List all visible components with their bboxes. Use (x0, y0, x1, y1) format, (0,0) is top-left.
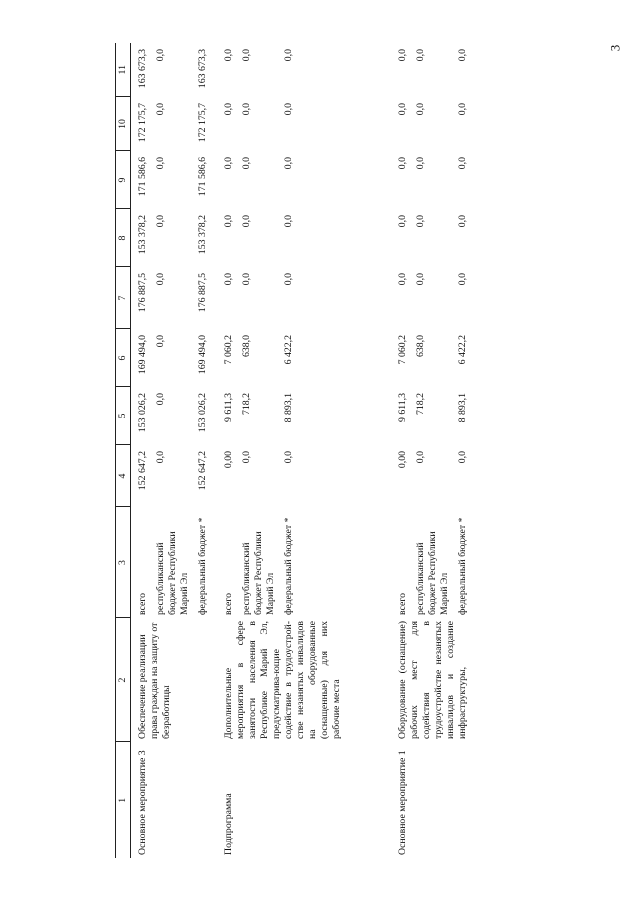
table-cell: 8 893,1 (457, 393, 468, 423)
table-cell: 0,0 (457, 273, 468, 286)
table-cell: 0,0 (241, 273, 252, 286)
table-cell: 171 586,6 (137, 157, 148, 197)
table-cell: 0,0 (397, 157, 408, 170)
funding-source: всего (397, 592, 408, 615)
table-cell: 0,0 (415, 103, 426, 116)
table-cell: 0,0 (283, 215, 294, 228)
row-program-name: Основное мероприятие 3 (137, 750, 148, 855)
table-cell: 163 673,3 (137, 49, 148, 89)
funding-source: всего (137, 592, 148, 615)
col-header-8: 8 (116, 209, 131, 267)
col-header-9: 9 (116, 151, 131, 209)
table-cell: 6 422,2 (457, 335, 468, 365)
col-header-5: 5 (116, 387, 131, 445)
rotated-table-container (115, 43, 639, 858)
table-cell: 0,0 (241, 215, 252, 228)
row-program-name: Подпрограмма (223, 793, 234, 855)
table-cell: 0,0 (155, 49, 166, 62)
table-cell: 0,0 (241, 103, 252, 116)
table-cell: 163 673,3 (197, 49, 208, 89)
row-program-description: Оборудование (оснащение) рабочих мест для содействия в трудоустройстве незанятых инвалидов и создание инфраструктуры, (397, 621, 468, 739)
table-cell: 153 026,2 (137, 393, 148, 433)
col-header-11: 11 (116, 43, 131, 97)
table-cell: 169 494,0 (137, 335, 148, 375)
table-cell: 0,00 (397, 451, 408, 469)
table-cell: 0,0 (155, 273, 166, 286)
table-cell: 176 887,5 (137, 273, 148, 313)
table-cell: 0,00 (223, 451, 234, 469)
table-cell: 0,0 (283, 49, 294, 62)
table-cell: 0,0 (457, 215, 468, 228)
table-cell: 0,0 (223, 273, 234, 286)
col-header-4: 4 (116, 445, 131, 507)
table-cell: 0,0 (155, 451, 166, 464)
table-cell: 9 611,3 (397, 393, 408, 423)
col-header-10: 10 (116, 97, 131, 151)
table-cell: 0,0 (155, 215, 166, 228)
funding-source: республиканский бюджет Республики Марий Эл (241, 531, 276, 615)
table-cell: 0,0 (397, 273, 408, 286)
col-header-2: 2 (116, 618, 131, 742)
col-header-7: 7 (116, 267, 131, 329)
funding-source: федеральный бюджет * (457, 517, 468, 615)
table-cell: 0,0 (155, 103, 166, 116)
table-cell: 0,0 (457, 103, 468, 116)
table-cell: 9 611,3 (223, 393, 234, 423)
funding-source: федеральный бюджет * (283, 517, 294, 615)
funding-source: республиканский бюджет Республики Марий Эл (155, 531, 190, 615)
table-cell: 0,0 (241, 451, 252, 464)
table-cell: 0,0 (223, 215, 234, 228)
table-cell: 152 647,2 (137, 451, 148, 491)
table-cell: 0,0 (415, 49, 426, 62)
table-cell: 0,0 (283, 451, 294, 464)
table-cell: 0,0 (155, 393, 166, 406)
table-cell: 718,2 (241, 393, 252, 416)
table-cell: 0,0 (241, 157, 252, 170)
col-header-3: 3 (116, 507, 131, 618)
header-row (116, 43, 131, 858)
table-cell: 0,0 (223, 49, 234, 62)
table-cell: 0,0 (415, 215, 426, 228)
table-cell: 0,0 (155, 335, 166, 348)
table-cell: 7 060,2 (397, 335, 408, 365)
table-cell: 638,0 (415, 335, 426, 358)
table-cell: 169 494,0 (197, 335, 208, 375)
row-program-description: Дополнительные мероприятия в сфере занятости населения в Республике Марий Эл, предусматрива-ющие содействие в трудоустрой-стве незанятых инвалидов на оборудованные (оснащенные) для них рабочие места (223, 621, 342, 739)
table-cell: 0,0 (223, 157, 234, 170)
table-cell: 0,0 (457, 157, 468, 170)
table-cell: 7 060,2 (223, 335, 234, 365)
table-row (209, 43, 235, 858)
table-cell: 153 026,2 (197, 393, 208, 433)
funding-source: республиканский бюджет Республики Марий Эл (415, 531, 450, 615)
table-cell: 0,0 (283, 103, 294, 116)
funding-source: федеральный бюджет * (197, 517, 208, 615)
table-cell: 8 893,1 (283, 393, 294, 423)
table-cell: 0,0 (283, 273, 294, 286)
table-cell: 0,0 (223, 103, 234, 116)
table-cell: 152 647,2 (197, 451, 208, 491)
table-cell: 0,0 (397, 215, 408, 228)
table-cell: 0,0 (457, 49, 468, 62)
table-cell: 0,0 (241, 49, 252, 62)
col-header-6: 6 (116, 329, 131, 387)
table-cell: 176 887,5 (197, 273, 208, 313)
row-program-description: Обеспечение реализации права граждан на защиту от безработицы (137, 622, 172, 739)
table-cell: 0,0 (415, 273, 426, 286)
table-cell: 0,0 (397, 103, 408, 116)
table-cell: 0,0 (415, 157, 426, 170)
row-program-name: Основное мероприятие 1 (397, 750, 408, 855)
table-cell: 718,2 (415, 393, 426, 416)
funding-source: всего (223, 592, 234, 615)
table-cell: 6 422,2 (283, 335, 294, 365)
table-cell: 172 175,7 (197, 103, 208, 143)
table-cell: 0,0 (457, 451, 468, 464)
budget-table (115, 43, 469, 858)
table-cell: 0,0 (283, 157, 294, 170)
table-cell: 172 175,7 (137, 103, 148, 143)
table-cell: 0,0 (415, 451, 426, 464)
page-number: 3 (607, 44, 623, 52)
table-cell: 0,0 (397, 49, 408, 62)
table-row (131, 43, 150, 858)
table-cell: 153 378,2 (197, 215, 208, 255)
table-cell: 171 586,6 (197, 157, 208, 197)
col-header-1: 1 (116, 742, 131, 858)
table-cell: 153 378,2 (137, 215, 148, 255)
table-cell: 0,0 (155, 157, 166, 170)
table-cell: 638,0 (241, 335, 252, 358)
table-row (383, 43, 409, 858)
